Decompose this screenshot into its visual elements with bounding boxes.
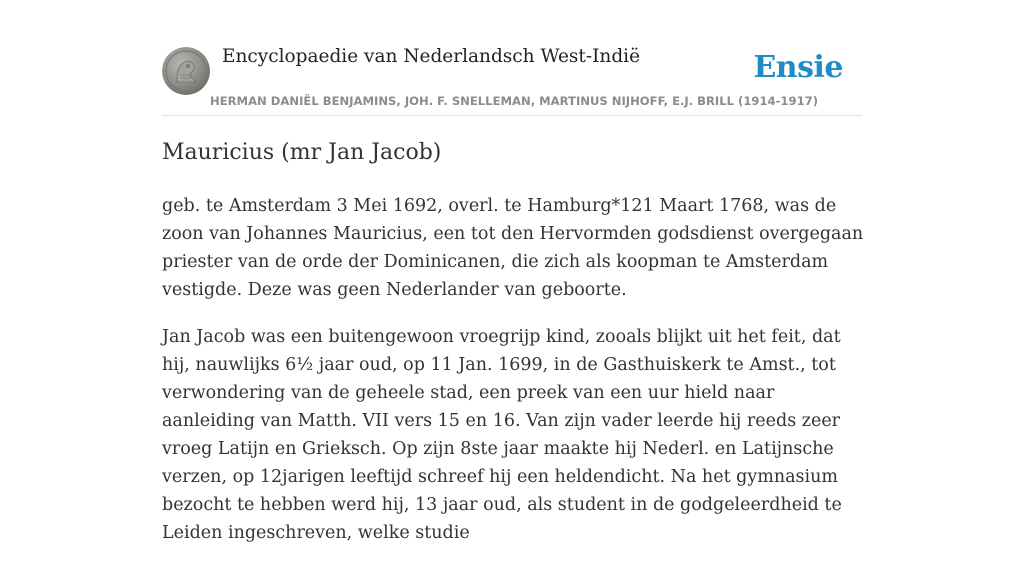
article-body — [162, 192, 867, 566]
article-page — [162, 0, 864, 543]
article-paragraph: geb. te Amsterdam 3 Mei 1692, overl. te Hamburg*121 Maart 1768, was de zoon van Johannes Mauricius, een tot den Hervormden godsdienst overgegaan priester van de orde der Dominicanen, die zich als koopman te Amsterdam vestigde. Deze was geen Nederlander van geboorte. — [162, 196, 864, 300]
article-title: Mauricius (mr Jan Jacob) — [162, 140, 442, 165]
coin-seal-icon[interactable] — [162, 47, 210, 95]
source-title[interactable]: Encyclopaedie van Nederlandsch West-Indië — [222, 46, 641, 67]
ensie-logo[interactable]: Ensie — [753, 50, 843, 85]
source-authors: HERMAN DANIËL BENJAMINS, JOH. F. SNELLEMAN, MARTINUS NIJHOFF, E.J. BRILL (1914-1917) — [210, 94, 818, 108]
source-header — [162, 0, 862, 116]
article-paragraph: Jan Jacob was een buitengewoon vroegrijp kind, zooals blijkt uit het feit, dat hij, nauwlijks 6½ jaar oud, op 11 Jan. 1699, in de Gasthuiskerk te Amst., tot verwondering van de geheele stad, een preek van een uur hield naar aanleiding van Matth. VII vers 15 en 16. Van zijn vader leerde hij reeds zeer vroeg Latijn en Grieksch. Op zijn 8ste jaar maakte hij Nederl. en Latijnsche verzen, op 12jarigen leeftijd schreef hij een heldendicht. Na het gymnasium bezocht te hebben werd hij, 13 jaar oud, als student in de godgeleerdheid te Leiden ingeschreven, welke studie — [162, 327, 842, 543]
